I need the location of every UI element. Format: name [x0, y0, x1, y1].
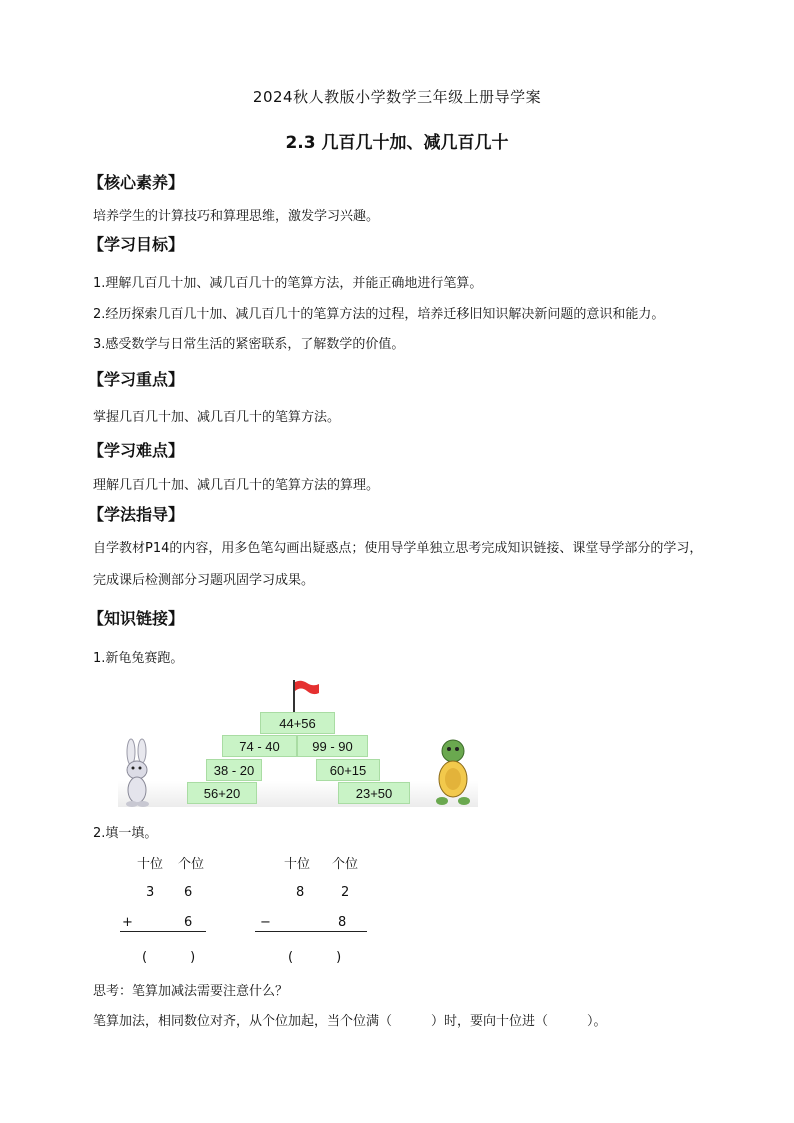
calc-left-digit: 3 [146, 885, 155, 900]
calc-right-operator: − [260, 915, 271, 930]
calc-left-ones-label: 个位 [178, 857, 205, 872]
race-block: 56+20 [187, 782, 257, 804]
section-heading-links: 【知识链接】 [88, 609, 185, 628]
section-heading-key: 【学习重点】 [88, 370, 185, 389]
calc-right-digit: 8 [338, 915, 347, 930]
method-text: 自学教材P14的内容，用多色笔勾画出疑惑点；使用导学单独立思考完成知识链接、课堂导学部分的学习，完成课后检测部分习题巩固学习成果。 [93, 541, 703, 588]
section-heading-difficulty: 【学习难点】 [88, 441, 185, 460]
calc-right-digit: 8 [296, 885, 305, 900]
calc-left-result[interactable]: ( ) [142, 950, 197, 965]
key-text: 掌握几百几十加、减几百几十的笔算方法。 [93, 410, 341, 425]
calc-left-operator: + [122, 915, 133, 930]
race-illustration [118, 676, 478, 808]
race-block: 99 - 90 [297, 735, 368, 757]
section-heading-method: 【学法指导】 [88, 505, 185, 524]
calc-right-rule [255, 931, 367, 932]
page-title: 2024秋人教版小学数学三年级上册导学案 [252, 88, 542, 106]
core-text: 培养学生的计算技巧和算理思维，激发学习兴趣。 [93, 209, 380, 224]
flag-icon [295, 680, 319, 696]
calc-left-digit: 6 [184, 885, 193, 900]
goal-item: 3.感受数学与日常生活的紧密联系，了解数学的价值。 [93, 337, 405, 352]
difficulty-text: 理解几百几十加、减几百几十的笔算方法的算理。 [93, 478, 380, 493]
race-block: 38 - 20 [206, 759, 262, 781]
goal-item: 2.经历探索几百几十加、减几百几十的笔算方法的过程，培养迁移旧知识解决新问题的意识和能力。 [93, 307, 665, 322]
links-item-1: 1.新龟兔赛跑。 [93, 651, 184, 666]
calc-left-rule [120, 931, 206, 932]
lesson-title: 2.3 几百几十加、减几百几十 [285, 133, 509, 153]
race-block: 60+15 [316, 759, 380, 781]
calc-right-ones-label: 个位 [332, 857, 359, 872]
section-heading-goals: 【学习目标】 [88, 235, 185, 254]
calc-right-result[interactable]: ( ) [288, 950, 343, 965]
ground [118, 781, 478, 807]
calc-left-tens-label: 十位 [137, 857, 164, 872]
section-heading-core: 【核心素养】 [88, 173, 185, 192]
calc-left-digit: 6 [184, 915, 193, 930]
turtle-icon [434, 739, 474, 807]
race-block: 23+50 [338, 782, 410, 804]
calc-right-tens-label: 十位 [284, 857, 311, 872]
links-item-2: 2.填一填。 [93, 826, 158, 841]
calc-right-digit: 2 [341, 885, 350, 900]
rabbit-icon [118, 738, 158, 808]
race-block: 44+56 [260, 712, 335, 734]
think-answer[interactable]: 笔算加法，相同数位对齐，从个位加起，当个位满（ ）时，要向十位进（ ）。 [93, 1014, 607, 1029]
goal-item: 1.理解几百几十加、减几百几十的笔算方法，并能正确地进行笔算。 [93, 276, 483, 291]
think-question: 思考：笔算加减法需要注意什么？ [93, 984, 289, 999]
race-block: 74 - 40 [222, 735, 297, 757]
